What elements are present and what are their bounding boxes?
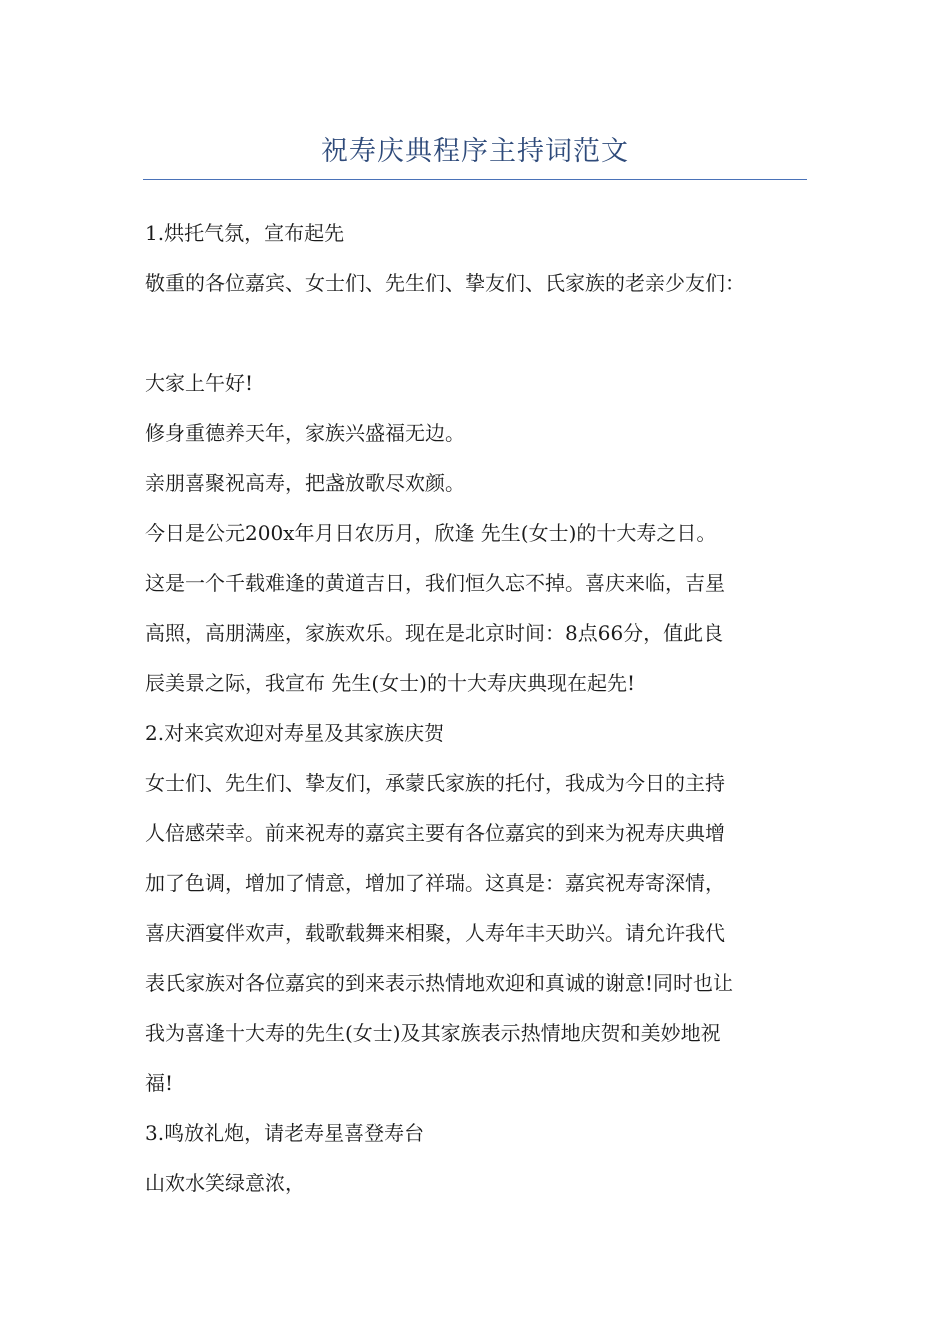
document-body	[145, 208, 809, 1208]
section-heading-2: 2.对来宾欢迎对寿星及其家族庆贺	[145, 721, 445, 745]
document-title: 祝寿庆典程序主持词范文	[321, 136, 629, 167]
section-heading-3: 3.鸣放礼炮，请老寿星喜登寿台	[145, 1121, 425, 1145]
paragraph-line: 山欢水笑绿意浓，	[145, 1171, 305, 1195]
paragraph-line: 亲朋喜聚祝高寿，把盏放歌尽欢颜。	[145, 471, 465, 495]
section-heading-1: 1.烘托气氛，宣布起先	[145, 221, 345, 245]
paragraph-line: 我为喜逢十大寿的先生(女士)及其家族表示热情地庆贺和美妙地祝	[145, 1021, 721, 1045]
paragraph-line: 喜庆酒宴伴欢声，载歌载舞来相聚，人寿年丰天助兴。请允许我代	[145, 921, 725, 945]
blank-line	[145, 308, 809, 358]
paragraph-line: 高照，高朋满座，家族欢乐。现在是北京时间：8点66分，值此良	[145, 621, 724, 645]
paragraph-line: 这是一个千载难逢的黄道吉日，我们恒久忘不掉。喜庆来临，吉星	[145, 571, 725, 595]
paragraph-line: 大家上午好!	[145, 371, 254, 395]
paragraph-line: 今日是公元200x年月日农历月，欣逢 先生(女士)的十大寿之日。	[145, 521, 717, 545]
paragraph-line: 人倍感荣幸。前来祝寿的嘉宾主要有各位嘉宾的到来为祝寿庆典增	[145, 821, 725, 845]
paragraph-line: 加了色调，增加了情意，增加了祥瑞。这真是：嘉宾祝寿寄深情，	[145, 871, 725, 895]
paragraph-line: 敬重的各位嘉宾、女士们、先生们、挚友们、氏家族的老亲少友们：	[145, 271, 745, 295]
paragraph-line: 表氏家族对各位嘉宾的到来表示热情地欢迎和真诚的谢意!同时也让	[145, 971, 734, 995]
paragraph-line: 女士们、先生们、挚友们，承蒙氏家族的托付，我成为今日的主持	[145, 771, 725, 795]
paragraph-line: 修身重德养天年，家族兴盛福无边。	[145, 421, 465, 445]
paragraph-line: 福!	[145, 1071, 174, 1095]
title-divider	[143, 179, 807, 180]
paragraph-line: 辰美景之际，我宣布 先生(女士)的十大寿庆典现在起先!	[145, 671, 635, 695]
